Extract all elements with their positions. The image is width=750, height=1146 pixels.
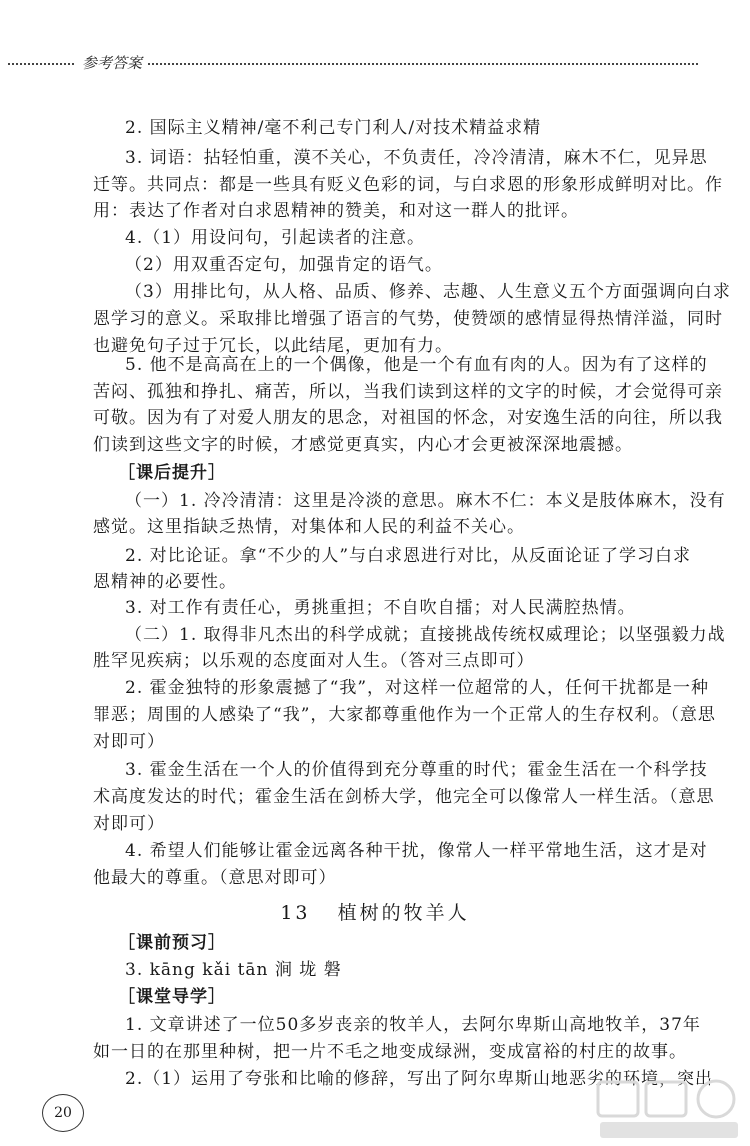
text-line: 恩学习的意义。采取排比增强了语言的气势，使赞颂的感情显得热情洋溢，同时 [93, 309, 723, 329]
text-line: 3. 词语：拈轻怕重，漠不关心，不负责任，冷冷清清，麻木不仁，见异思 [125, 148, 708, 168]
header-label: 参考答案 [76, 52, 148, 73]
text-line: （二）1. 取得非凡杰出的科学成就；直接挑战传统权威理论；以坚强毅力战 [125, 625, 726, 645]
chapter-number: 13 [280, 902, 311, 924]
text-line: 3. 霍金生活在一个人的价值得到充分尊重的时代；霍金生活在一个科学技 [125, 760, 708, 780]
section-heading-in-class: ［课堂导学］ [118, 987, 226, 1007]
text-line: 3. 对工作有责任心，勇挑重担；不自吹自擂；对人民满腔热情。 [125, 598, 636, 618]
text-line: 2. 霍金独特的形象震撼了“我”，对这样一位超常的人，任何干扰都是一种 [125, 678, 710, 698]
text-line: 术高度发达的时代；霍金生活在剑桥大学，他完全可以像常人一样生活。（意思 [93, 787, 715, 807]
text-line: 4. 希望人们能够让霍金远离各种干扰，像常人一样平常地生活，这才是对 [125, 841, 708, 861]
text-line: 对即可） [93, 732, 165, 752]
text-line: 恩精神的必要性。 [93, 572, 237, 592]
text-line: 可敬。因为有了对爱人朋友的思念，对祖国的怀念，对安逸生活的向往，所以我 [93, 408, 723, 428]
section-heading-after-class: ［课后提升］ [118, 463, 226, 483]
text-line: （2）用双重否定句，加强肯定的语气。 [125, 255, 443, 275]
text-line: 如一日的在那里种树，把一片不毛之地变成绿洲，变成富裕的村庄的故事。 [93, 1042, 687, 1062]
text-line: 3. kāng kǎi tān 涧 垅 磐 [125, 960, 342, 980]
text-line: 苦闷、孤独和挣扎、痛苦，所以，当我们读到这样的文字的时候，才会觉得可亲 [93, 382, 723, 402]
text-line: 们读到这些文字的时候，才感觉更真实，内心才会更被深深地震撼。 [93, 435, 633, 455]
text-line: （一）1. 冷冷清清：这里是冷淡的意思。麻木不仁：本义是肢体麻木，没有 [125, 491, 726, 511]
text-line: 2.（1）运用了夸张和比喻的修辞，写出了阿尔卑斯山地恶劣的环境，突出 [125, 1069, 714, 1089]
text-line: 2. 国际主义精神/毫不利己专门利人/对技术精益求精 [125, 118, 542, 138]
text-line: 2. 对比论证。拿“不少的人”与白求恩进行对比，从反面论证了学习白求 [125, 546, 692, 566]
section-heading-preview: ［课前预习］ [118, 933, 226, 953]
text-line: 5. 他不是高高在上的一个偶像，他是一个有血有肉的人。因为有了这样的 [125, 355, 708, 375]
text-line: 也避免句子过于冗长，以此结尾，更加有力。 [93, 336, 453, 356]
text-line: 迁等。共同点：都是一些具有贬义色彩的词，与白求恩的形象形成鲜明对比。作 [93, 175, 723, 195]
text-line: 他最大的尊重。（意思对即可） [93, 868, 337, 888]
text-line: 用：表达了作者对白求恩精神的赞美，和对这一群人的批评。 [93, 201, 579, 221]
text-line: 对即可） [93, 814, 165, 834]
page-number: 20 [42, 1094, 84, 1132]
text-line: 罪恶；周围的人感染了“我”，大家都尊重他作为一个正常人的生存权利。（意思 [93, 705, 716, 725]
text-line: 1. 文章讲述了一位50多岁丧亲的牧羊人，去阿尔卑斯山高地牧羊，37年 [125, 1015, 701, 1035]
text-line: 胜罕见疾病；以乐观的态度面对人生。（答对三点即可） [93, 651, 535, 671]
text-line: （3）用排比句，从人格、品质、修养、志趣、人生意义五个方面强调向白求 [125, 282, 731, 302]
chapter-name: 植树的牧羊人 [337, 902, 470, 924]
text-line: 感觉。这里指缺乏热情，对集体和人民的利益不关心。 [93, 517, 525, 537]
text-line: 4.（1）用设问句，引起读者的注意。 [125, 228, 426, 248]
watermark-logo [594, 1076, 744, 1142]
chapter-title [0, 902, 750, 924]
